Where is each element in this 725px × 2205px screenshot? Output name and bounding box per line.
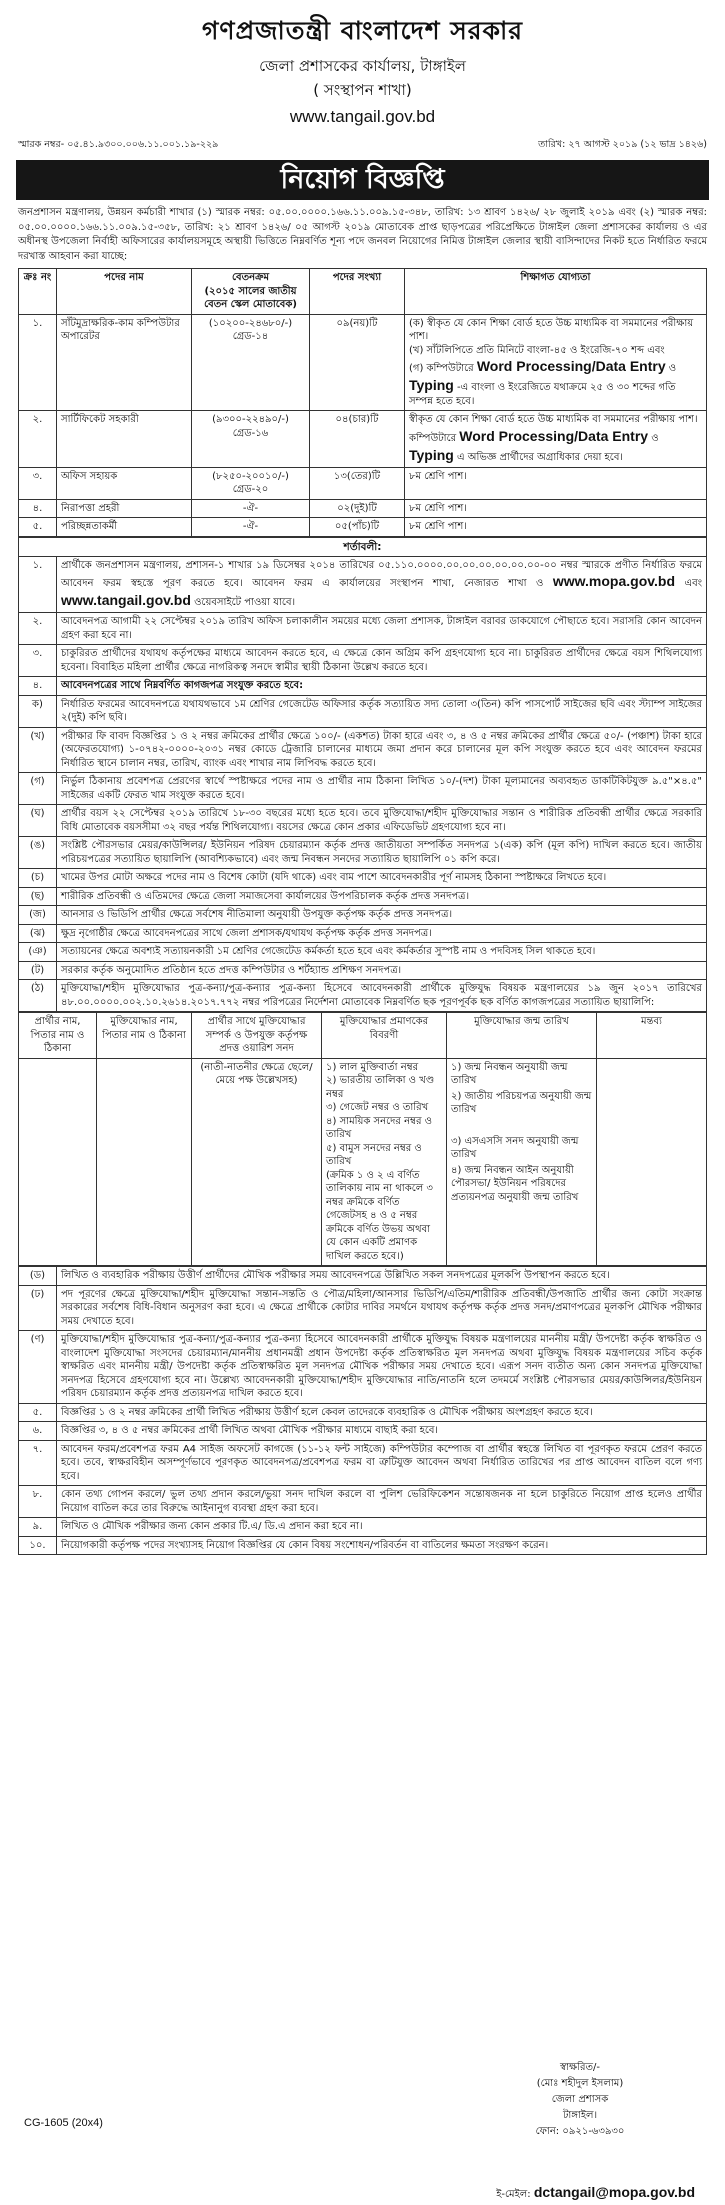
- website-link[interactable]: www.tangail.gov.bd: [289, 107, 436, 127]
- qualification-cell: (ক) স্বীকৃত যে কোন শিক্ষা বোর্ড হতে উচ্চ মাধ্যমিক বা সমমানের পরীক্ষায় পাশ। (খ) সাঁটলিপিতে প্রতি মিনিটে বাংলা-৪৫ ও ইংরেজি-৭০ শব্দ এবং (গ) কম্পিউটারে Word Processing/Data Entry ও Typing -এ বাংলা ও ইংরেজিতে যথাক্রমে ২৫ ও ৩০ শব্দের গতি সম্পন্ন হতে হবে।: [405, 314, 707, 411]
- conditions-table: [18, 537, 707, 1012]
- condition-row: (চ) খামের উপর মোটা অক্ষরে পদের নাম ও বিশেষ কোটা (যদি থাকে) এবং বাম পাশে আবেদনকারীর পূর্ণ নামসহ ঠিকানা স্পষ্টাক্ষরে লিখতে হবে।: [19, 869, 707, 888]
- table-row: ১. সাঁটমুদ্রাক্ষরিক-কাম কম্পিউটার অপারেটর (১০২০০-২৪৬৮০/-) গ্রেড-১৪ ০৯(নয়)টি (ক) স্বীকৃত যে কোন শিক্ষা বোর্ড হতে উচ্চ মাধ্যমিক বা সমমানের পরীক্ষায় পাশ। (খ) সাঁটলিপিতে প্রতি মিনিটে বাংলা-৪৫ ও ইংরেজি-৭০ শব্দ এবং (গ) কম্পিউটারে Word Processing/Data Entry ও Typing -এ বাংলা ও ইংরেজিতে যথাক্রমে ২৫ ও ৩০ শব্দের গতি সম্পন্ন হতে হবে।: [19, 314, 707, 411]
- col-post-count: পদের সংখ্যা: [310, 269, 405, 315]
- mopa-link[interactable]: www.mopa.gov.bd: [552, 573, 676, 590]
- email-line: ই-মেইল: dctangail@mopa.gov.bd: [496, 2184, 695, 2200]
- ff-table-row: (নাতী-নাতনীর ক্ষেত্রে ছেলে/ মেয়ে পক্ষ উল্লেখসহ) ১) লাল মুক্তিবার্তা নম্বর ২) ভারতীয় তালিকা ও খণ্ড নম্বর ৩) গেজেট নম্বর ও তারিখ ৪) সাময়িক সনদের নম্বর ও তারিখ ৫) বামুস সনদের নম্বর ও তারিখ (ক্রমিক ১ ও ২ এ বর্ণিত তালিকায় নাম না থাকলে ৩ নম্বর ক্রমিকে বর্ণিত গেজেটসহ ৪ ও ৫ নম্বর ক্রমিকে বর্ণিত উভয় অথবা যে কোন একটি প্রমাণক দাখিল করতে হবে।) ১) জন্ম নিবন্ধন অনুযায়ী জন্ম তারিখ ২) জাতীয় পরিচয়পত্র অনুযায়ী জন্ম তারিখ ৩) এসএসসি সনদ অনুযায়ী জন্ম তারিখ ৪) জন্ম নিবন্ধন আইন অনুযায়ী পৌরসভা/ ইউনিয়ন পরিষদের প্রত্যয়নপত্র অনুযায়ী জন্ম তারিখ: [19, 1058, 707, 1266]
- gov-title: গণপ্রজাতন্ত্রী বাংলাদেশ সরকার: [202, 16, 523, 45]
- notice-banner: [16, 160, 709, 200]
- reference-line: [18, 139, 707, 152]
- memo-date: তারিখ: ২৭ আগস্ট ২০১৯ (১২ ভাদ্র ১৪২৬): [538, 139, 707, 151]
- condition-row: ৭. আবেদন ফরম/প্রবেশপত্র ফরম A4 সাইজ অফসেট কাগজে (১১-১২ ফন্ট সাইজে) কম্পিউটার কম্পোজ বা প্রার্থীর স্বহস্তে লিখিত বা পূরণকৃত ফরমে প্রেরণ করতে হবে। তবে, স্বাক্ষরবিহীন অসম্পূর্ণভাবে পূরণকৃত আবেদনপত্র/প্রবেশপত্র ফরম বা ত্রুটিযুক্ত আবেদন অথবা নির্ধারিত তারিখের পর প্রাপ্ত আবেদন বাতিল বলে গণ্য হবে।: [19, 1440, 707, 1486]
- posts-table: [18, 268, 707, 537]
- phone-number: ফোন: ০৯২১-৬৩৯৩০: [535, 2126, 625, 2137]
- condition-row: (ড) লিখিত ও ব্যবহারিক পরীক্ষায় উত্তীর্ণ প্রার্থীদের মৌখিক পরীক্ষার সময় আবেদনপত্রে উল্লিখিত সকল সনদপত্রের মূলকপি উপস্থাপন করতে হবে।: [19, 1267, 707, 1286]
- ff-birth-list: ১) জন্ম নিবন্ধন অনুযায়ী জন্ম তারিখ ২) জাতীয় পরিচয়পত্র অনুযায়ী জন্ম তারিখ ৩) এসএসসি সনদ অনুযায়ী জন্ম তারিখ ৪) জন্ম নিবন্ধন আইন অনুযায়ী পৌরসভা/ ইউনিয়ন পরিষদের প্রত্যয়নপত্র অনুযায়ী জন্ম তারিখ: [447, 1058, 597, 1266]
- conditions-table-continued: [18, 1266, 707, 1555]
- intro-paragraph: জনপ্রশাসন মন্ত্রণালয়, উন্নয়ন কর্মচারী শাখার (১) স্মারক নম্বর: ০৫.০০.০০০০.১৬৬.১১.০০৯.১৫-৩৪৮, তারিখ: ১৩ শ্রাবণ ১৪২৬/ ২৮ জুলাই ২০১৯ এবং (২) স্মারক নম্বর: ০৫.০০.০০০০.১৬৬.১১.০০৯.১৫-৩৫৮, তারিখ: ২১ শ্রাবণ ১৪২৬/ ০৫ আগস্ট ২০১৯ মোতাবেক প্রাপ্ত ছাড়পত্রের পরিপ্রেক্ষিতে টাঙ্গাইল জেলা প্রশাসকের কার্যালয় ও এর অধীনস্থ উপজেলা নির্বাহী অফিসারের কার্যালয়সমূহে অস্থায়ী ভিত্তিতে নিম্নবর্ণিত শূন্য পদে জনবল নিয়োগের নিমিত্ত টাঙ্গাইল জেলার স্থায়ী বাসিন্দাদের নিকট হতে নির্ধারিত ফরমে দরখাস্ত আহবান করা যাচ্ছে:: [18, 207, 707, 262]
- memo-number: স্মারক নম্বর- ০৫.৪১.৯৩০০.০০৬.১১.০০১.১৯-২২৯: [18, 139, 219, 151]
- notice-title: নিয়োগ বিজ্ঞপ্তি: [280, 163, 445, 195]
- condition-row: (জ) আনসার ও ভিডিপি প্রার্থীর ক্ষেত্রে সর্বশেষ নীতিমালা অনুযায়ী উপযুক্ত কর্তৃপক্ষ কর্তৃক প্রদত্ত সনদপত্র।: [19, 906, 707, 925]
- condition-row: ৬. বিজ্ঞপ্তির ৩, ৪ ও ৫ নম্বর ক্রমিকের প্রার্থী লিখিত অথবা মৌখিক পরীক্ষার মাধ্যমে বাছাই করা হবে।: [19, 1422, 707, 1441]
- freedom-fighter-table: [18, 1012, 707, 1266]
- table-row: ২. সার্টিফিকেট সহকারী (৯৩০০-২২৪৯০/-) গ্রেড-১৬ ০৪(চার)টি স্বীকৃত যে কোন শিক্ষা বোর্ড হতে উচ্চ মাধ্যমিক বা সমমানের পরীক্ষায় পাশ। কম্পিউটারে Word Processing/Data Entry ও Typing এ অভিজ্ঞ প্রার্থীদের অগ্রাধিকার দেয়া হবে।: [19, 411, 707, 467]
- condition-row: (ঠ) মুক্তিযোদ্ধা/শহীদ মুক্তিযোদ্ধার পুত্র-কন্যা/পুত্র-কন্যার পুত্র-কন্যা হিসেবে আবেদনকারী প্রার্থীকে মুক্তিযুদ্ধ বিষয়ক মন্ত্রণালয়ের ১৯ জুন ২০১৭ তারিখের ৪৮.০০.০০০০.০০২.১০.২৬১৪.২০১৭.৭৭২ নম্বর পরিপত্রের নির্দেশনা মোতাবেক নিম্নবর্ণিত ছক পূরণপূর্বক ছক বর্ণিত কাগজপত্রের সত্যায়িত ছায়ালিপি:: [19, 980, 707, 1012]
- condition-row: ক) নির্ধারিত ফরমের আবেদনপত্রে যথাযথভাবে ১ম শ্রেণির গেজেটেড অফিসার কর্তৃক সত্যায়িত সদ্য তোলা ৩(তিন) কপি পাসপোর্ট সাইজের ছবি এবং স্ট্যাম্প সাইজের ২(দুই) কপি ছবি।: [19, 695, 707, 727]
- condition-row: ৪. আবেদনপত্রের সাথে নিম্নবর্ণিত কাগজপত্র সংযুক্ত করতে হবে:: [19, 677, 707, 696]
- qualification-cell: স্বীকৃত যে কোন শিক্ষা বোর্ড হতে উচ্চ মাধ্যমিক বা সমমানের পরীক্ষায় পাশ। কম্পিউটারে Word Processing/Data Entry ও Typing এ অভিজ্ঞ প্রার্থীদের অগ্রাধিকার দেয়া হবে।: [405, 411, 707, 467]
- condition-row: (ঞ) সত্যায়নের ক্ষেত্রে অবশ্যই সত্যায়নকারী ১ম শ্রেণির গেজেটেড কর্মকর্তা হতে হবে এবং কর্মকর্তার সুস্পষ্ট নাম ও পদবিসহ সিল থাকতে হবে।: [19, 943, 707, 962]
- condition-row: ৫. বিজ্ঞপ্তির ১ ও ২ নম্বর ক্রমিকের প্রার্থী লিখিত পরীক্ষায় উত্তীর্ণ হলে কেবল তাদেরকে ব্যবহারিক ও মৌখিক পরীক্ষায় অংশগ্রহণ করতে হবে।: [19, 1403, 707, 1422]
- col-qualification: শিক্ষাগত যোগ্যতা: [405, 269, 707, 315]
- col-pay-scale: বেতনক্রম (২০১৫ সালের জাতীয় বেতন স্কেল মোতাবেক): [192, 269, 310, 315]
- condition-row: (ঘ) প্রার্থীর বয়স ২২ সেপ্টেম্বর ২০১৯ তারিখে ১৮-৩০ বছরের মধ্যে হতে হবে। তবে মুক্তিযোদ্ধা/শহীদ মুক্তিযোদ্ধার সন্তান ও শারীরিক প্রতিবন্ধী প্রার্থীর ক্ষেত্রে সরকারি বিধি মোতাবেক বয়সসীমা ৩২ বছর পর্যন্ত শিথিলযোগ্য। বয়সের ক্ষেত্রে কোন প্রকার এফিডেভিট গ্রহণযোগ্য হবে না।: [19, 805, 707, 837]
- condition-row: ১০. নিয়োগকারী কর্তৃপক্ষ পদের সংখ্যাসহ নিয়োগ বিজ্ঞপ্তির যে কোন বিষয় সংশোধন/পরিবর্তন বা বাতিলের ক্ষমতা সংরক্ষণ করেন।: [19, 1536, 707, 1555]
- condition-row: ৮. কোন তথ্য গোপন করলে/ ভুল তথ্য প্রদান করলে/ভুয়া সনদ দাখিল করলে বা পুলিশ ভেরিফিকেশন সন্তোষজনক না হলে চাকুরিতে নিয়োগ প্রাপ্ত হলেও প্রার্থীর নিয়োগ বাতিল করে তার বিরুদ্ধে আইনানুগ ব্যবস্থা গ্রহণ করা হবে।: [19, 1486, 707, 1518]
- condition-row: (গ) নির্ভুল ঠিকানায় প্রবেশপত্র প্রেরণের স্বার্থে স্পষ্টাক্ষরে পদের নাম ও প্রার্থীর নাম ঠিকানা লিখিত ১০/-(দশ) টাকা মূল্যমানের অব্যবহৃত ডাকটিকিটযুক্ত ৯.৫"×৪.৫" সাইজের একটি ফেরত খাম সংযুক্ত করতে হবে।: [19, 773, 707, 805]
- condition-row: (ঢ) পদ পূরণের ক্ষেত্রে মুক্তিযোদ্ধা/শহীদ মুক্তিযোদ্ধা সন্তান-সন্ততি ও পৌত্র/মহিলা/আনসার ভিডিপি/এতিম/শারীরিক প্রতিবন্ধী/উপজাতি প্রার্থীর জন্য কোটা সংক্রান্ত সরকারের সর্বশেষ বিধি-বিধান অনুসরণ করা হবে। এ ক্ষেত্রে প্রার্থীকে কোটার দাবির সমর্থনে যথাযথ কর্তৃপক্ষ কর্তৃক প্রদত্ত সনদ/প্রমাণপত্রের মূলকপি মৌখিক পরীক্ষার সময় দেখাতে হবে।: [19, 1285, 707, 1331]
- col-post-name: পদের নাম: [57, 269, 192, 315]
- signature-block: স্বাক্ষরিত/- (মোঃ শহীদুল ইসলাম) জেলা প্রশাসক টাঙ্গাইল। ফোন: ০৯২১-৬৩৯৩০: [465, 2060, 695, 2140]
- condition-row: (খ) পরীক্ষার ফি বাবদ বিজ্ঞপ্তির ১ ও ২ নম্বর ক্রমিকের প্রার্থীর ক্ষেত্রে ১০০/- (একশত) টাকা হারে এবং ৩, ৪ ও ৫ নম্বর ক্রমিকের প্রার্থীর ক্ষেত্রে ৫০/- (পঞ্চাশ) টাকা হারে (অফেরতযোগ্য) ১-০৭৪২-০০০০-২০৩১ নম্বর কোডে ট্রেজারি চালানের মাধ্যমে জমা প্রদান করে চালানের মূল কপি সংযুক্ত করতে হবে এবং আবেদন ফরমের নির্ধারিত স্থানে চালান নম্বর, তারিখ, ব্যাংক এবং শাখার নাম লিপিবদ্ধ করতে হবে।: [19, 727, 707, 773]
- condition-row: (ণ) মুক্তিযোদ্ধা/শহীদ মুক্তিযোদ্ধার পুত্র-কন্যা/পুত্র-কন্যার পুত্র-কন্যা হিসেবে আবেদনকারী প্রার্থীকে মুক্তিযুদ্ধ বিষয়ক মন্ত্রণালয়ের মাননীয় মন্ত্রী/ উপদেষ্টা কর্তৃক স্বাক্ষরিত ও বাংলাদেশ মুক্তিযোদ্ধা সংসদের চেয়ারম্যান/মাননীয় প্রধানমন্ত্রী প্রধান উপদেষ্টা কর্তৃক প্রতিস্বাক্ষরিত মূল সনদপত্র অথবা মুক্তিযুদ্ধ বিষয়ক মন্ত্রণালয়ের সচিব কর্তৃক স্বাক্ষরিত এবং মাননীয় মন্ত্রী/ উপদেষ্টা কর্তৃক প্রতিস্বাক্ষরিত মূল সনদপত্র মৌখিক পরীক্ষার সময় দেখাতে হবে। এরূপ সনদ ব্যতীত অন্য কোন সনদপত্র মুক্তিযোদ্ধা সনদপত্র হিসেবে গ্রহণযোগ্য হবে না। উল্লেখ্য আবেদনকারী মুক্তিযোদ্ধা/শহীদ মুক্তিযোদ্ধার নাতি/নাতনি হলে তদমর্মে সংশ্লিষ্ট পৌরসভার মেয়র/কাউন্সিলর/ইউনিয়ন পরিষদ চেয়ারম্যান কর্তৃক প্রদত্ত প্রত্যয়নপত্র দাখিল করতে হবে।: [19, 1331, 707, 1404]
- conditions-title: শর্তাবলী:: [19, 537, 707, 556]
- table-row: ৩. অফিস সহায়ক (৮২৫০-২০০১০/-) গ্রেড-২০ ১৩(তের)টি ৮ম শ্রেণি পাশ।: [19, 467, 707, 499]
- condition-row: ১. প্রার্থীকে জনপ্রশাসন মন্ত্রণালয়, প্রশাসন-১ শাখার ১৯ ডিসেম্বর ২০১৪ তারিখের ০৫.১১০.০০০০.০০.০০.০০.০০.০০.০০-০০ নম্বর স্মারকে প্রণীত নির্ধারিত ফরমে আবেদন ফরম স্বহস্তে পূরণ করতে হবে। আবেদন ফরম এ কার্যালয়ের সংস্থাপন শাখা, নেজারত শাখা ও www.mopa.gov.bd এবং www.tangail.gov.bd ওয়েবসাইটে পাওয়া যাবে।: [19, 556, 707, 612]
- col-serial: ক্রঃ নং: [19, 269, 57, 315]
- ff-proof-list: ১) লাল মুক্তিবার্তা নম্বর ২) ভারতীয় তালিকা ও খণ্ড নম্বর ৩) গেজেট নম্বর ও তারিখ ৪) সাময়িক সনদের নম্বর ও তারিখ ৫) বামুস সনদের নম্বর ও তারিখ (ক্রমিক ১ ও ২ এ বর্ণিত তালিকায় নাম না থাকলে ৩ নম্বর ক্রমিকে বর্ণিত গেজেটসহ ৪ ও ৫ নম্বর ক্রমিকে বর্ণিত উভয় অথবা যে কোন একটি প্রমাণক দাখিল করতে হবে।): [322, 1058, 447, 1266]
- letterhead: [18, 14, 707, 129]
- office-name: জেলা প্রশাসকের কার্যালয়, টাঙ্গাইল: [259, 56, 466, 75]
- ff-table-header: প্রার্থীর নাম, পিতার নাম ও ঠিকানা মুক্তিযোদ্ধার নাম, পিতার নাম ও ঠিকানা প্রার্থীর সাথে মুক্তিযোদ্ধার সম্পর্ক ও উপযুক্ত কর্তৃপক্ষ প্রদত্ত ওয়ারিশ সনদ মুক্তিযোদ্ধার প্রমাণকের বিবরণী মুক্তিযোদ্ধার জন্ম তারিখ মন্তব্য: [19, 1013, 707, 1059]
- branch-name: ( সংস্থাপন শাখা): [313, 81, 412, 99]
- conditions-title-row: [19, 537, 707, 556]
- condition-row: ৯. লিখিত ও মৌখিক পরীক্ষার জন্য কোন প্রকার টি.এ/ ডি.এ প্রদান করা হবে না।: [19, 1518, 707, 1537]
- tangail-link[interactable]: www.tangail.gov.bd: [61, 592, 191, 609]
- table-row: ৫. পরিচ্ছন্নতাকর্মী -ঐ- ০৫(পাঁচ)টি ৮ম শ্রেণি পাশ।: [19, 518, 707, 537]
- condition-row: (ঝ) ক্ষুদ্র নৃগোষ্ঠীর ক্ষেত্রে আবেদনপত্রের সাথে জেলা প্রশাসক/যথাযথ কর্তৃপক্ষ কর্তৃক প্রদত্ত সনদপত্র।: [19, 924, 707, 943]
- condition-row: ২. আবেদনপত্র আগামী ২২ সেপ্টেম্বর ২০১৯ তারিখ অফিস চলাকালীন সময়ের মধ্যে জেলা প্রশাসক, টাঙ্গাইল বরাবর ডাকযোগে পৌছাতে হবে। সরাসরি কোন আবেদন গ্রহণ করা হবে না।: [19, 613, 707, 645]
- condition-row: ৩. চাকুরিরত প্রার্থীদের যথাযথ কর্তৃপক্ষের মাধ্যমে আবেদন করতে হবে, এ ক্ষেত্রে কোন অগ্রিম কপি গ্রহণযোগ্য হবে না। চাকুরিরত প্রার্থীদের ক্ষেত্রে বয়স শিথিলযোগ্য হবেনা। বিবাহিত মহিলা প্রার্থীর ক্ষেত্রে নাগরিকত্ব সনদে স্বামীর স্থায়ী ঠিকানা উল্লেখ করতে হবে।: [19, 645, 707, 677]
- condition-row: (ছ) শারীরিক প্রতিবন্ধী ও এতিমদের ক্ষেত্রে জেলা সমাজসেবা কার্যালয়ের উপপরিচালক কর্তৃক প্রদত্ত সনদপত্র।: [19, 887, 707, 906]
- condition-row: (ট) সরকার কর্তৃক অনুমোদিত প্রতিষ্ঠান হতে প্রদত্ত কম্পিউটার ও শর্টহ্যান্ড প্রশিক্ষণ সনদপত্র।: [19, 961, 707, 980]
- email-link[interactable]: dctangail@mopa.gov.bd: [533, 2184, 695, 2200]
- print-code: CG-1605 (20x4): [24, 2117, 103, 2129]
- table-row: ৪. নিরাপত্তা প্রহরী -ঐ- ০২(দুই)টি ৮ম শ্রেণি পাশ।: [19, 499, 707, 518]
- posts-table-header: [19, 269, 707, 315]
- condition-row: (ঙ) সংশ্লিষ্ট পৌরসভার মেয়র/কাউন্সিলর/ ইউনিয়ন পরিষদ চেয়ারম্যান কর্তৃক প্রদত্ত জাতীয়তা সম্পর্কিত সনদপত্র ১(এক) কপি (মূল কপি) দাখিল করতে হবে। জাতীয় পরিচয়পত্রের সত্যায়িত ছায়ালিপি (আবশ্যিকভাবে) এবং জন্ম নিবন্ধন সনদের সত্যায়িত ছায়ালিপি ০১ কপি করে।: [19, 837, 707, 869]
